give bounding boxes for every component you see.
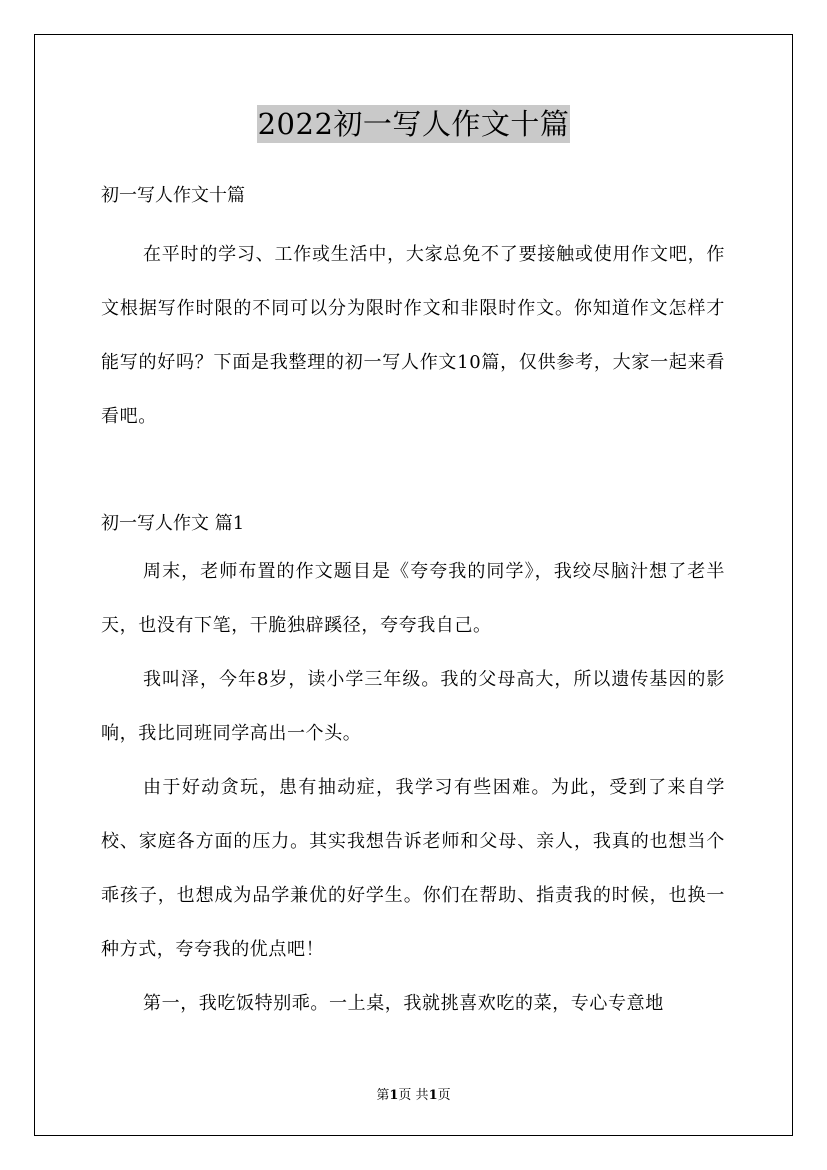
body-paragraph-1: 周末，老师布置的作文题目是《夸夸我的同学》，我绞尽脑汁想了老半天，也没有下笔，干脆独辟蹊径，夸夸我自己。 [101,561,725,636]
document-title [0,102,827,143]
footer-mid: 页 共 [398,1088,429,1103]
body-paragraph-4: 第一，我吃饭特别乖。一上桌，我就挑喜欢吃的菜，专心专意地 [143,993,664,1014]
document-subtitle: 初一写人作文十篇 [101,185,245,206]
body-paragraph-3: 由于好动贪玩，患有抽动症，我学习有些困难。为此，受到了来自学校、家庭各方面的压力。其实我想告诉老师和父母、亲人，我真的也想当个乖孩子，也想成为品学兼优的好学生。你们在帮助、指责我的时候，也换一种方式，夸夸我的优点吧！ [101,777,725,960]
page-footer [0,1084,827,1103]
section-heading: 初一写人作文 篇1 [101,513,245,534]
footer-page-total: 1 [428,1088,438,1103]
intro-paragraph: 在平时的学习、工作或生活中，大家总免不了要接触或使用作文吧，作文根据写作时限的不同可以分为限时作文和非限时作文。你知道作文怎样才能写的好吗？下面是我整理的初一写人作文10篇，仅供参考，大家一起来看看吧。 [101,244,725,427]
footer-suffix: 页 [437,1088,451,1103]
footer-page-number: 1 [389,1088,399,1103]
body-paragraph-2: 我叫泽，今年8岁，读小学三年级。我的父母高大，所以遗传基因的影响，我比同班同学高出一个头。 [101,669,725,744]
document-title-text: 2022初一写人作文十篇 [257,107,570,141]
footer-prefix: 第 [376,1088,390,1103]
